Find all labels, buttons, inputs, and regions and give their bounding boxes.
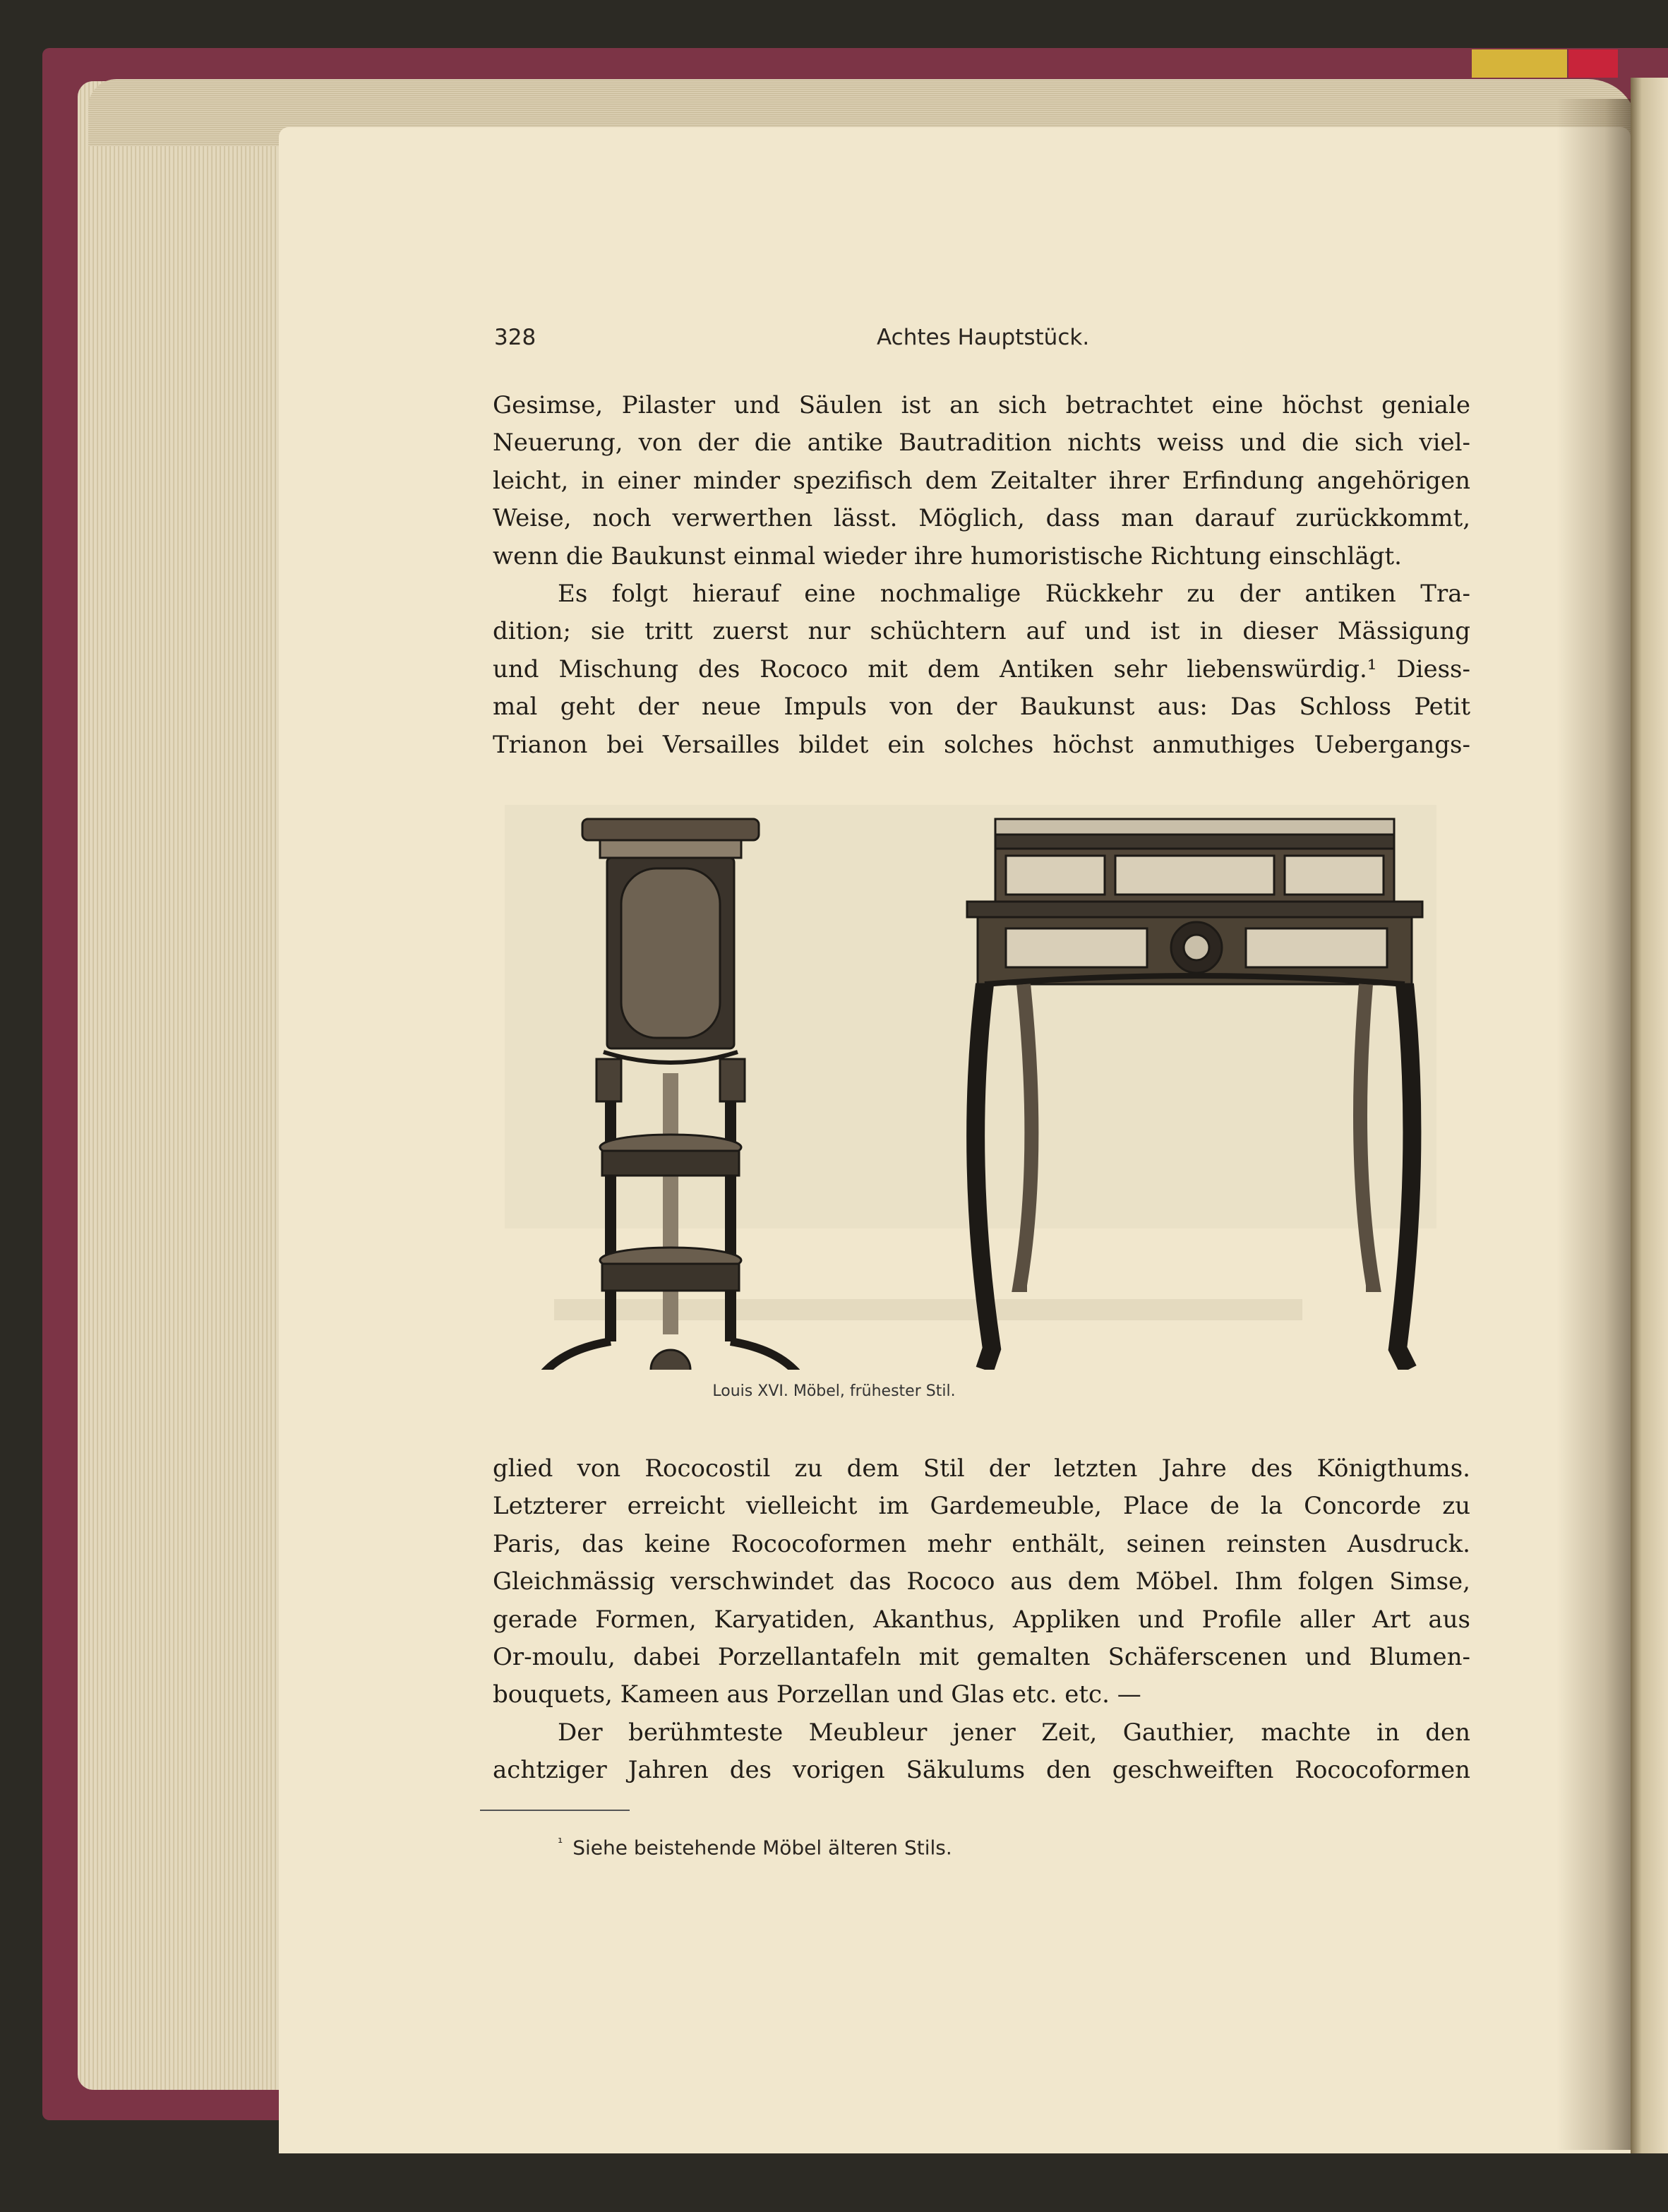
facing-page bbox=[1631, 78, 1668, 2153]
page-gutter-shadow bbox=[1556, 99, 1631, 2150]
text-line: Letzterer erreicht vielleicht im Gardemeuble, Place de la Concorde zu bbox=[493, 1492, 1470, 1521]
text-line: wenn die Baukunst einmal wieder ihre humoristische Richtung einschlägt. bbox=[493, 542, 1402, 570]
footnote-text: Siehe beistehende Möbel älteren Stils. bbox=[572, 1836, 952, 1860]
footnote-rule bbox=[480, 1810, 630, 1811]
running-title: Achtes Hauptstück. bbox=[877, 325, 1090, 350]
text-line: achtziger Jahren des vorigen Säkulums den geschweiften Rococoformen bbox=[493, 1756, 1470, 1785]
text-line: und Mischung des Rococo mit dem Antiken sehr liebenswürdig.¹ Diess- bbox=[493, 654, 1470, 683]
text-line: Es folgt hierauf eine nochmalige Rückkehr zu der antiken Tra- bbox=[558, 580, 1470, 609]
figure-caption: Louis XVI. Möbel, frühester Stil. bbox=[712, 1382, 956, 1400]
text-line: mal geht der neue Impuls von der Baukunst aus: Das Schloss Petit bbox=[493, 693, 1470, 722]
footnote bbox=[558, 1836, 952, 1859]
text-line: Paris, das keine Rococoformen mehr enthält, seinen reinsten Ausdruck. bbox=[493, 1529, 1470, 1558]
text-line: leicht, in einer minder spezifisch dem Zeitalter ihrer Erfindung angehörigen bbox=[493, 466, 1470, 495]
text-line: Neuerung, von der die antike Bautradition nichts weiss und die sich viel- bbox=[493, 429, 1470, 458]
text-line: glied von Rococostil zu dem Stil der letzten Jahre des Königthums. bbox=[493, 1454, 1470, 1483]
text-line: Or-moulu, dabei Porzellantafeln mit gemalten Schäferscenen und Blumen- bbox=[493, 1643, 1470, 1672]
text-line: Weise, noch verwerthen lässt. Möglich, dass man darauf zurückkommt, bbox=[493, 504, 1470, 533]
text-line: gerade Formen, Karyatiden, Akanthus, Appliken und Profile aller Art aus bbox=[493, 1605, 1470, 1634]
text-line: bouquets, Kameen aus Porzellan und Glas etc. etc. — bbox=[493, 1680, 1141, 1709]
body-text-top bbox=[493, 387, 1470, 764]
bookmark-ribbon-red bbox=[1568, 49, 1618, 78]
body-text-bottom bbox=[493, 1450, 1470, 1790]
bookmark-ribbon-yellow bbox=[1472, 49, 1567, 78]
text-line: Gesimse, Pilaster und Säulen ist an sich betrachtet eine höchst geniale bbox=[493, 391, 1470, 419]
text-line: Der berühmteste Meubleur jener Zeit, Gauthier, machte in den bbox=[558, 1718, 1470, 1747]
text-line: Gleichmässig verschwindet das Rococo aus dem Möbel. Ihm folgen Simse, bbox=[493, 1567, 1470, 1596]
text-line: Trianon bei Versailles bildet ein solches höchst anmuthiges Uebergangs- bbox=[493, 730, 1470, 759]
furniture-illustration bbox=[498, 791, 1436, 1370]
footnote-marker: ¹ bbox=[558, 1836, 563, 1851]
page-edges bbox=[78, 81, 289, 2090]
text-line: dition; sie tritt zuerst nur schüchtern auf und ist in dieser Mässigung bbox=[493, 617, 1470, 646]
page-number: 328 bbox=[494, 325, 536, 350]
